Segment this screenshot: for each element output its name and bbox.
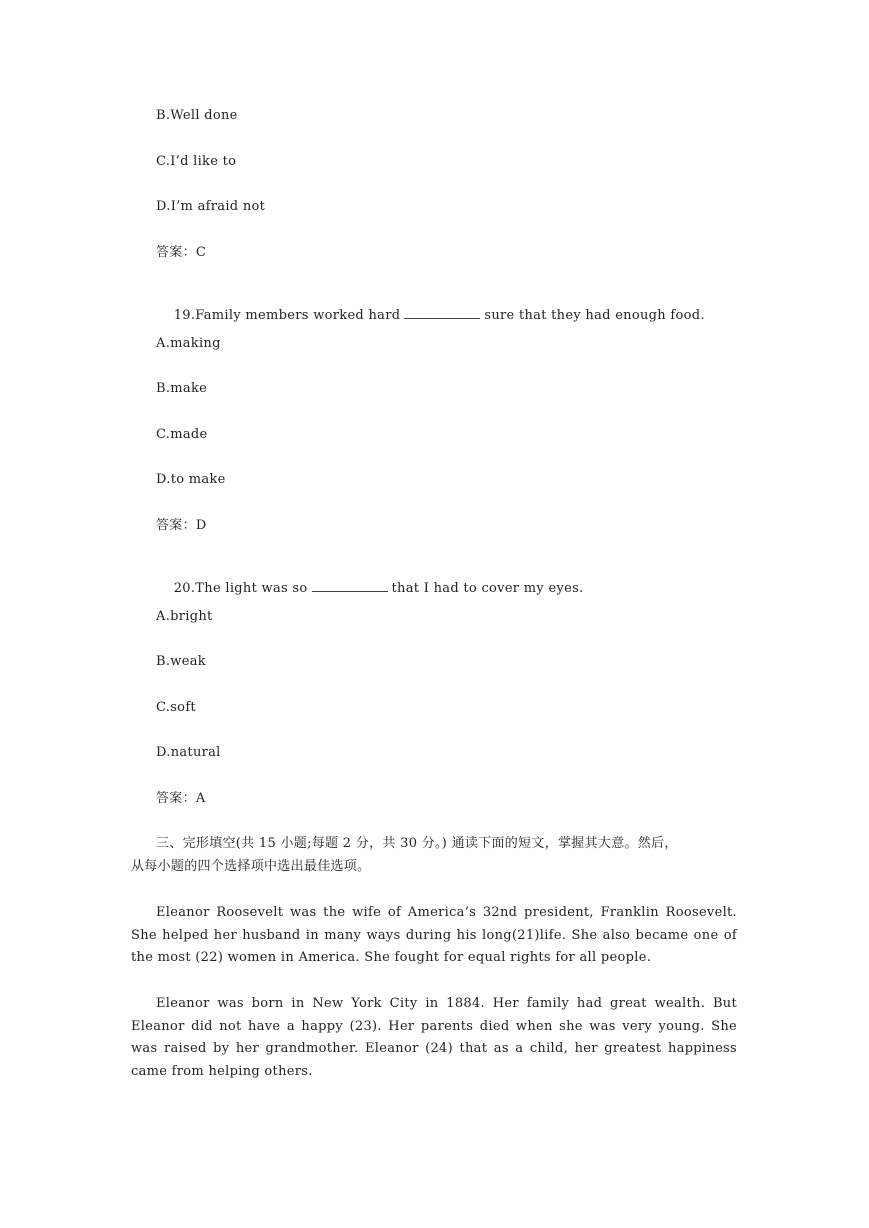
passage-paragraph-2 bbox=[131, 993, 737, 1084]
q20-blank bbox=[312, 579, 388, 592]
q19-option-a: A.making bbox=[156, 336, 221, 351]
section3-heading-line1: 三、完形填空(共 15 小题;每题 2 分，共 30 分。) 通读下面的短文，掌握其大意。然后， bbox=[156, 836, 678, 851]
q18-option-d: D.I’m afraid not bbox=[156, 199, 266, 214]
q20-answer: 答案：A bbox=[156, 791, 206, 806]
q19-blank bbox=[404, 306, 480, 319]
q19-answer: 答案：D bbox=[156, 518, 207, 533]
passage-p1-text: Eleanor Roosevelt was the wife of America’s 32nd president, Franklin Roosevelt. She helped her husband in many ways during his long(21)life. She also became one of the most (22) women in America. She fought for equal rights for all people. bbox=[131, 905, 737, 966]
q20-option-a: A.bright bbox=[156, 609, 213, 624]
section3-heading-line2: 从每小题的四个选择项中选出最佳选项。 bbox=[131, 859, 371, 874]
q19-stem-after: sure that they had enough food. bbox=[484, 308, 705, 323]
q19-option-c: C.made bbox=[156, 427, 208, 442]
q19-option-d: D.to make bbox=[156, 472, 226, 487]
passage-paragraph-1 bbox=[131, 902, 737, 970]
q20-stem bbox=[156, 563, 584, 613]
q18-option-b: B.Well done bbox=[156, 108, 238, 123]
q19-stem-before: 19.Family members worked hard bbox=[173, 308, 401, 323]
q20-stem-before: 20.The light was so bbox=[173, 581, 308, 596]
q19-option-b: B.make bbox=[156, 381, 208, 396]
q20-option-c: C.soft bbox=[156, 700, 196, 715]
q19-stem bbox=[156, 290, 705, 340]
q20-option-b: B.weak bbox=[156, 654, 206, 669]
q18-answer: 答案：C bbox=[156, 245, 207, 260]
q18-option-c: C.I’d like to bbox=[156, 154, 237, 169]
q20-stem-after: that I had to cover my eyes. bbox=[391, 581, 584, 596]
passage-p2-text: Eleanor was born in New York City in 1884. Her family had great wealth. But Eleanor did not have a happy (23). Her parents died when she was very young. She was raised by her grandmother. Eleanor (24) that as a child, her greatest happiness came from helping others. bbox=[131, 996, 737, 1080]
q20-option-d: D.natural bbox=[156, 745, 221, 760]
